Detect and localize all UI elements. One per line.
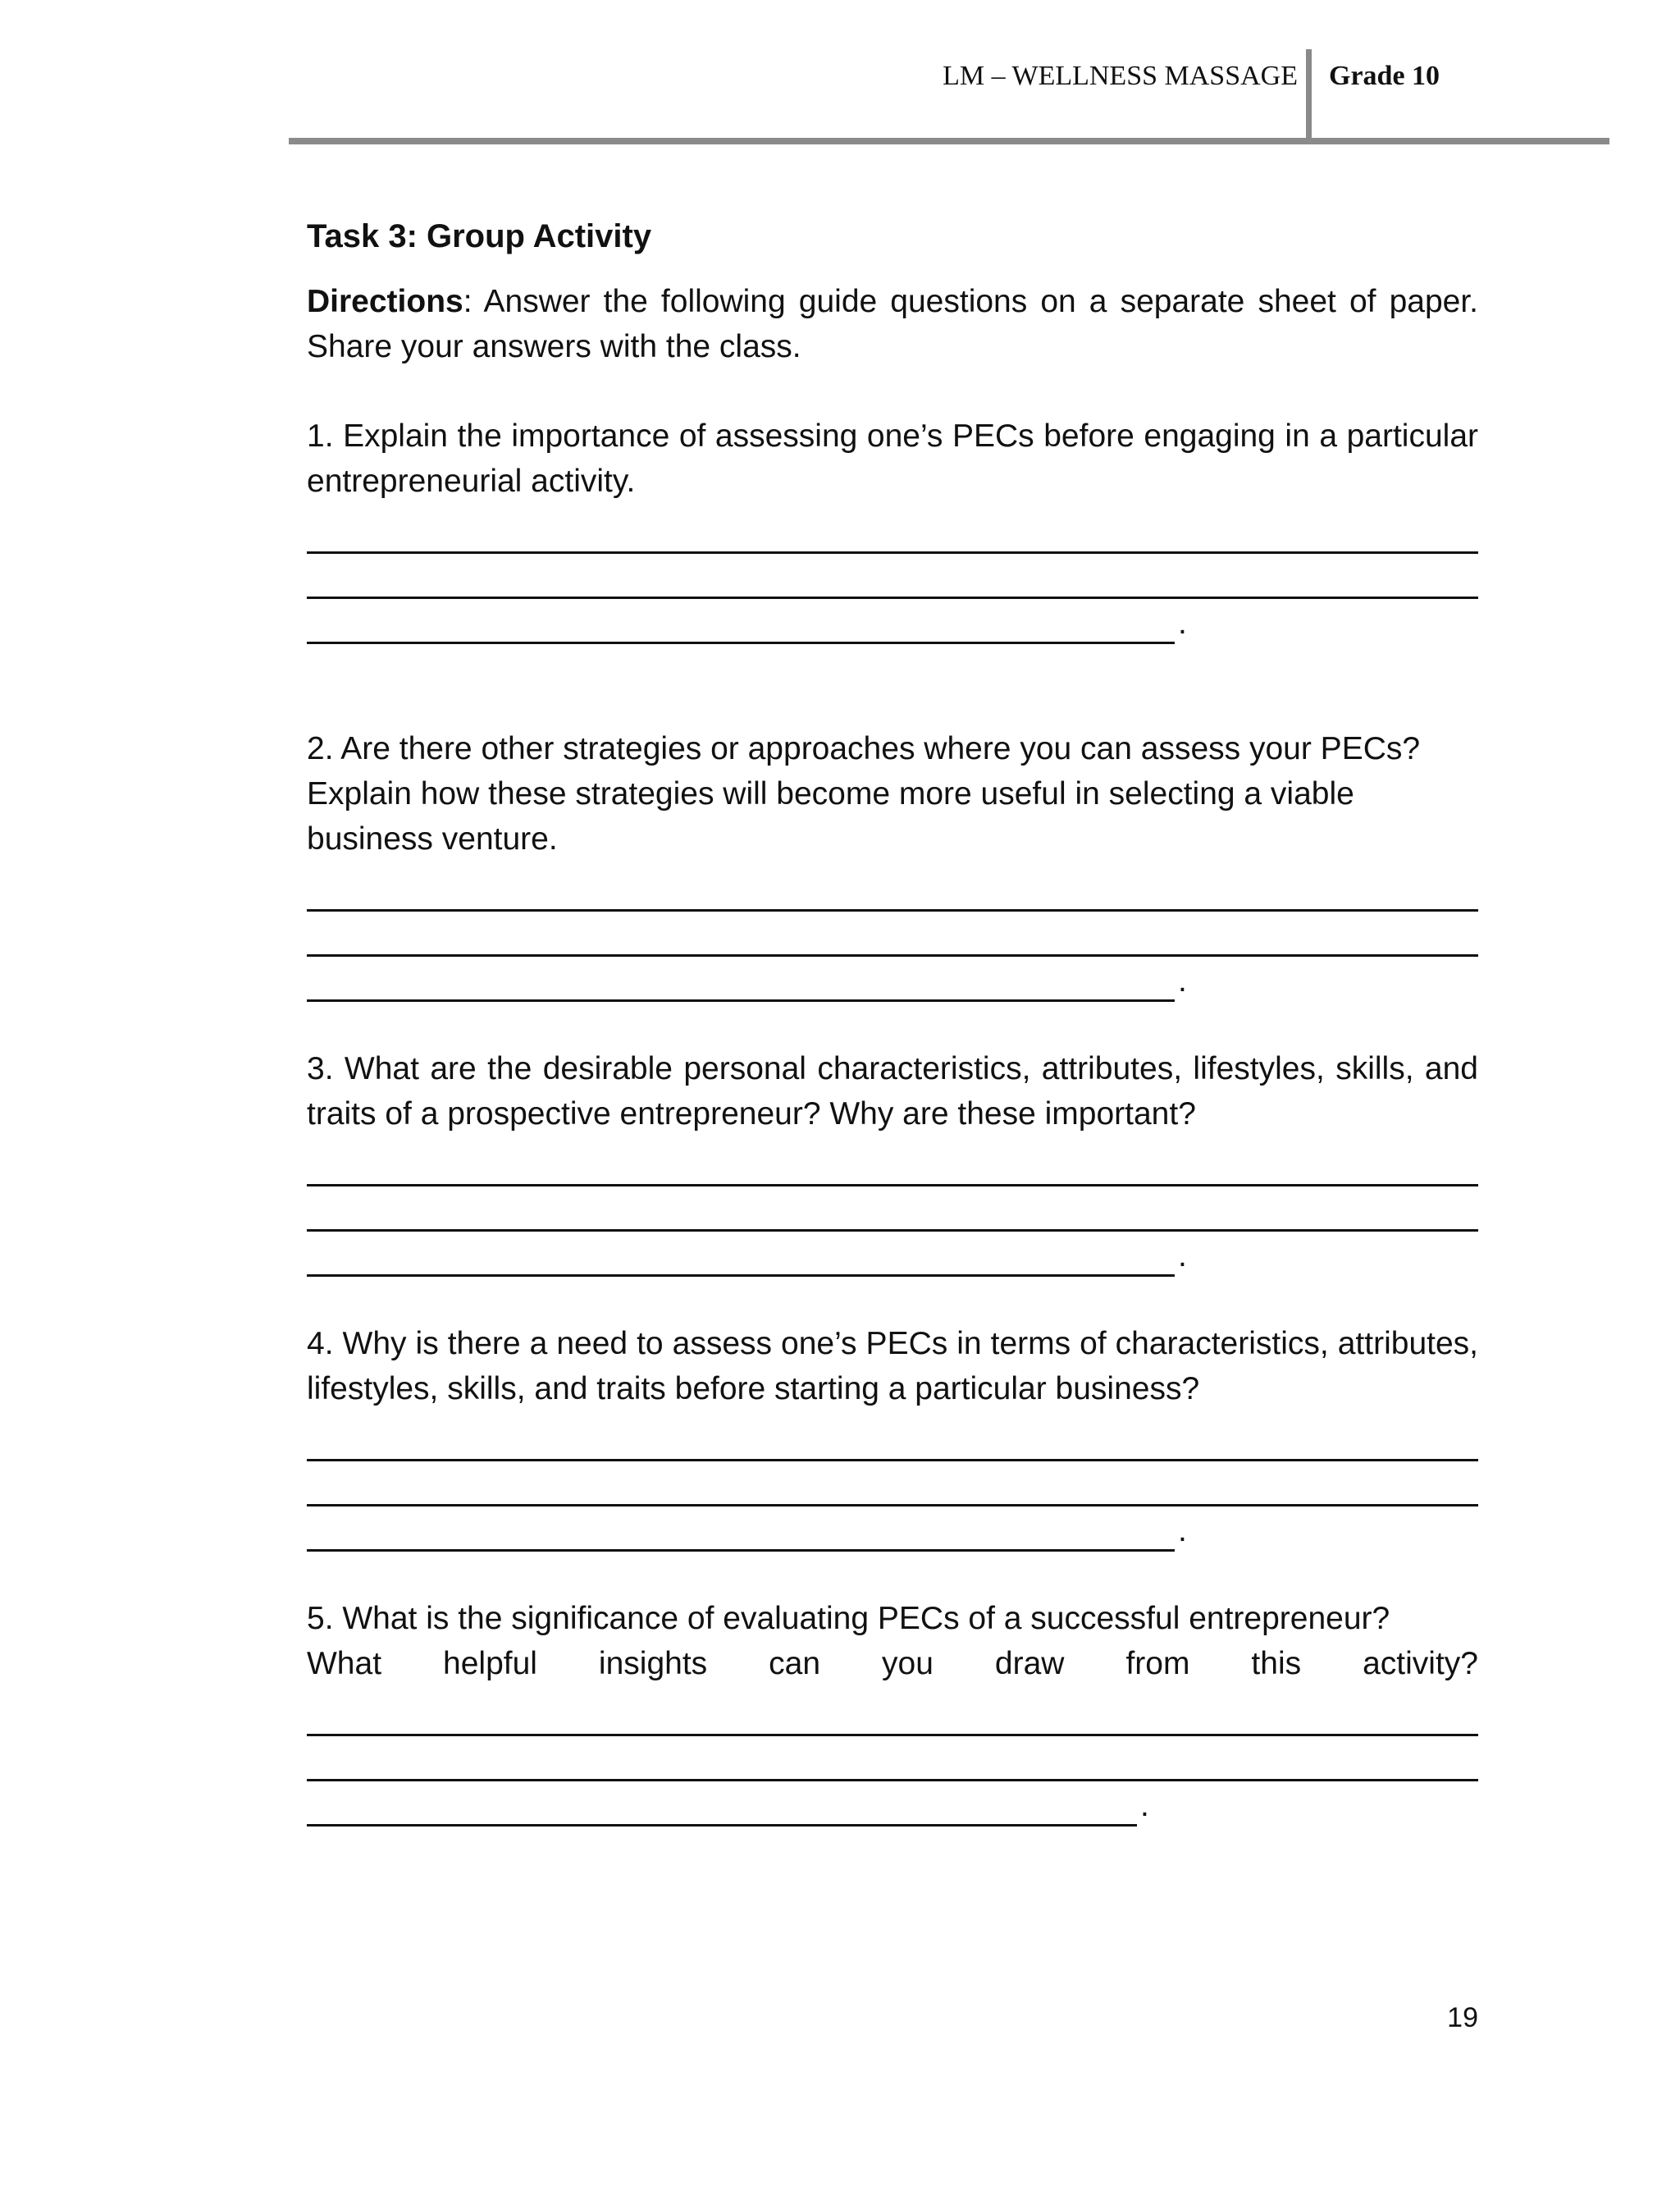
directions-text: : Answer the following guide questions on a separate sheet of paper. Share your answers with the class. bbox=[307, 284, 1478, 364]
answer-end-mark: . bbox=[1178, 963, 1187, 999]
answer-line[interactable] bbox=[307, 1736, 1478, 1781]
question-2 bbox=[307, 726, 1478, 1002]
header-divider bbox=[1306, 49, 1312, 141]
answer-line[interactable] bbox=[307, 1691, 1478, 1736]
question-3 bbox=[307, 1046, 1478, 1277]
answer-last-row bbox=[307, 599, 1478, 644]
answer-lines-3 bbox=[307, 1141, 1478, 1277]
task-title: Task 3: Group Activity bbox=[307, 218, 652, 254]
header-grade: Grade 10 bbox=[1329, 61, 1440, 91]
answer-line[interactable] bbox=[307, 1461, 1478, 1506]
answer-end-mark: . bbox=[1178, 1513, 1187, 1548]
answer-end-mark: . bbox=[1178, 606, 1187, 641]
answer-line[interactable] bbox=[307, 866, 1478, 912]
answer-line[interactable] bbox=[307, 1186, 1478, 1232]
question-2-text: 2. Are there other strategies or approaches where you can assess your PECs? Explain how these strategies will become more useful in selecting a viable business venture. bbox=[307, 731, 1421, 857]
page-header bbox=[289, 49, 1609, 141]
answer-line[interactable] bbox=[307, 912, 1478, 957]
header-rule bbox=[289, 138, 1609, 144]
answer-last-row bbox=[307, 1781, 1478, 1827]
answer-last-row bbox=[307, 1506, 1478, 1552]
question-1 bbox=[307, 414, 1478, 644]
answer-end-mark: . bbox=[1140, 1788, 1149, 1823]
answer-line[interactable] bbox=[307, 1781, 1137, 1827]
answer-lines-1 bbox=[307, 509, 1478, 644]
question-5-line-1: 5. What is the significance of evaluating PECs of a successful entrepreneur? bbox=[307, 1601, 1390, 1636]
question-5 bbox=[307, 1596, 1478, 1827]
page-number: 19 bbox=[1447, 2002, 1478, 2033]
question-5-line-2: What helpful insights can you draw from this activity? bbox=[307, 1646, 1478, 1681]
answer-line[interactable] bbox=[307, 1141, 1478, 1186]
answer-line[interactable] bbox=[307, 957, 1175, 1002]
answer-end-mark: . bbox=[1178, 1238, 1187, 1273]
answer-last-row bbox=[307, 957, 1478, 1002]
answer-line[interactable] bbox=[307, 1416, 1478, 1461]
answer-lines-5 bbox=[307, 1691, 1478, 1827]
answer-line[interactable] bbox=[307, 1232, 1175, 1277]
answer-line[interactable] bbox=[307, 554, 1478, 599]
question-1-text: 1. Explain the importance of assessing one’s PECs before engaging in a particular entrepreneurial activity. bbox=[307, 418, 1478, 499]
answer-last-row bbox=[307, 1232, 1478, 1277]
question-4 bbox=[307, 1321, 1478, 1552]
answer-lines-4 bbox=[307, 1416, 1478, 1552]
answer-line[interactable] bbox=[307, 599, 1175, 644]
question-3-text: 3. What are the desirable personal characteristics, attributes, lifestyles, skills, and traits of a prospective entrepreneur? Why are these important? bbox=[307, 1051, 1478, 1132]
answer-line[interactable] bbox=[307, 1506, 1175, 1552]
answer-line[interactable] bbox=[307, 509, 1478, 554]
header-subject: LM – WELLNESS MASSAGE bbox=[943, 61, 1298, 91]
worksheet-content bbox=[307, 212, 1478, 1827]
answer-lines-2 bbox=[307, 866, 1478, 1002]
question-4-text: 4. Why is there a need to assess one’s PECs in terms of characteristics, attributes, lifestyles, skills, and traits before starting a particular business? bbox=[307, 1326, 1478, 1406]
directions-label: Directions bbox=[307, 284, 463, 319]
directions bbox=[307, 279, 1478, 369]
